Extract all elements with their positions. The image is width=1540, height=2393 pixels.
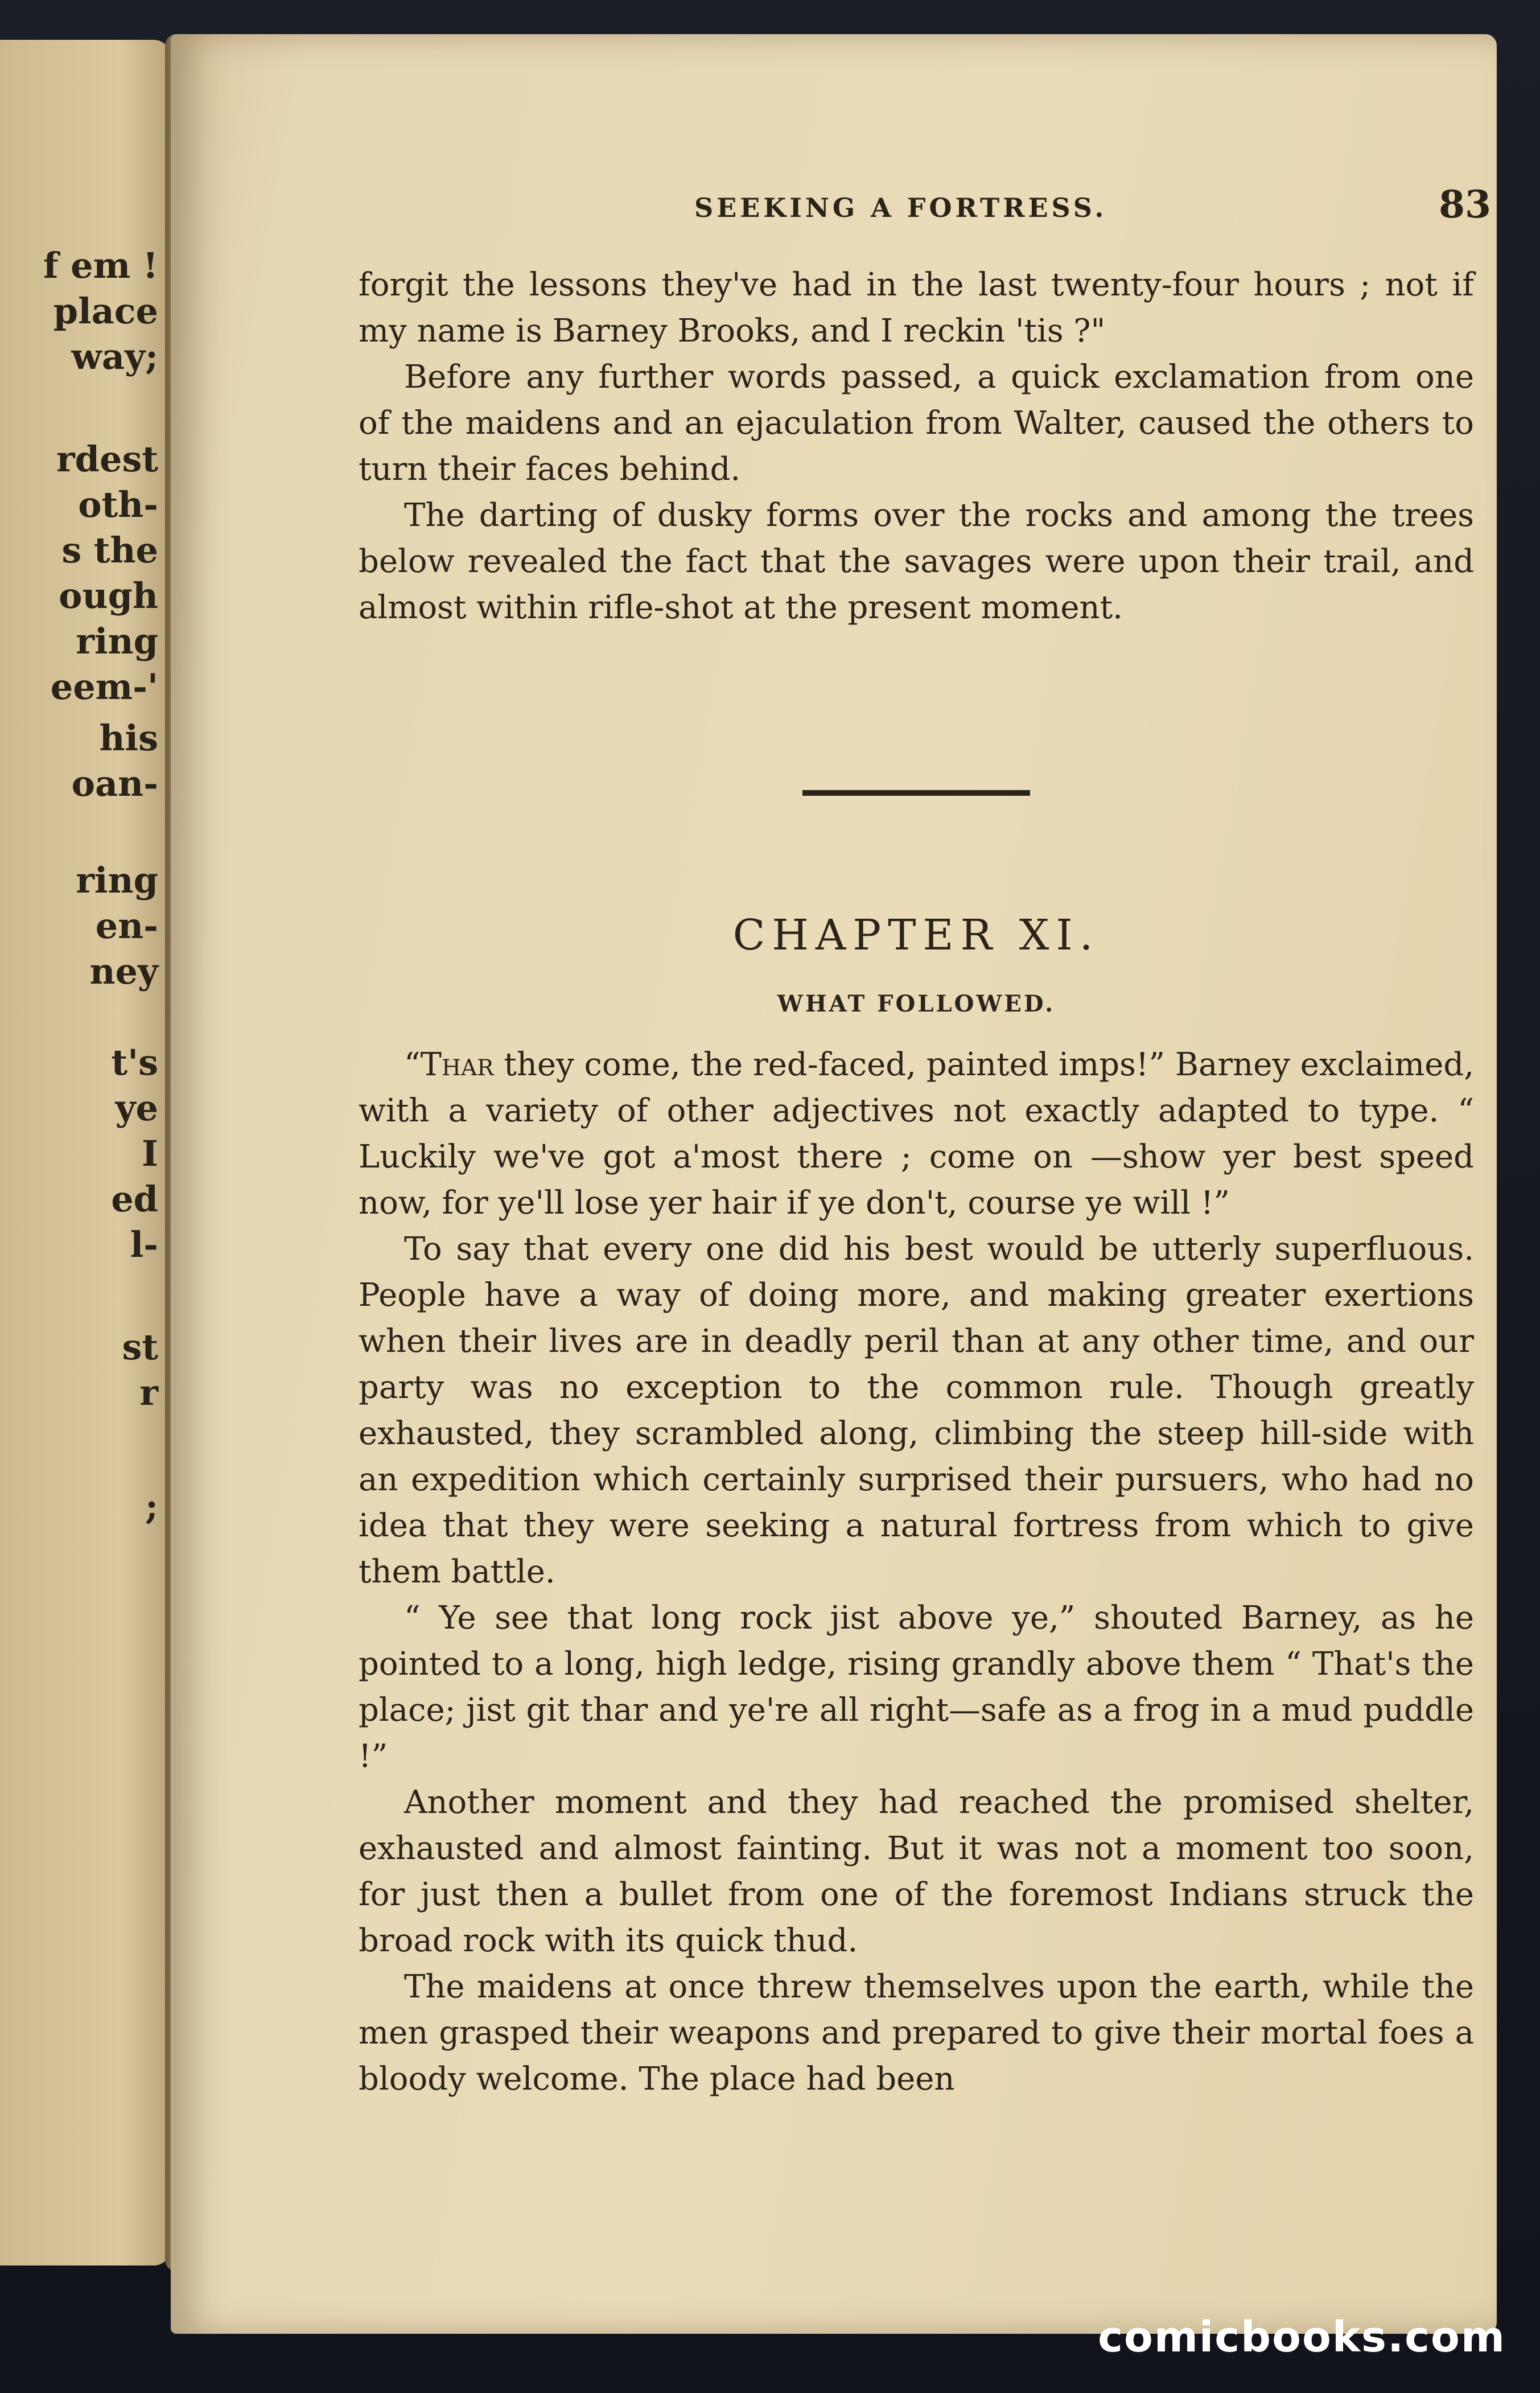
- facing-page-line: his: [99, 717, 158, 759]
- book-page: [171, 34, 1497, 2334]
- paragraph-text: they come, the red-faced, painted imps!” Barney exclaimed, with a variety of other adjectives not exactly adapted to type. “ Luckily we've got a'most there ; come on —show yer best speed now, for ye'll lose yer hair if ye don't, course ye will !”: [359, 1046, 1474, 1222]
- site-watermark: comicbooks.com: [1098, 2313, 1506, 2362]
- paragraph: The darting of dusky forms over the rocks and among the trees below revealed the fact that the savages were upon their trail, and almost within rifle-shot at the present moment.: [359, 497, 1474, 626]
- chapter-text-block: [359, 1042, 1474, 2102]
- facing-page-line: ring: [76, 620, 158, 662]
- facing-page-line: ring: [76, 860, 158, 901]
- facing-page-line: I: [141, 1133, 158, 1174]
- top-text-block: [359, 262, 1474, 631]
- paragraph: [359, 1042, 1474, 1226]
- section-divider: [802, 790, 1030, 796]
- opening-word: “Thar: [404, 1046, 494, 1083]
- chapter-title: CHAPTER XI.: [732, 911, 1100, 960]
- paragraph: The maidens at once threw themselves upon the earth, while the men grasped their weapons and prepared to give their mortal foes a bloody welcome. The place had been: [359, 1968, 1474, 2098]
- facing-page-line: s the: [61, 529, 158, 571]
- facing-page-line: st: [122, 1326, 158, 1368]
- facing-page-line: ed: [111, 1178, 158, 1220]
- facing-page-line: eem-': [50, 666, 158, 708]
- facing-page-line: ough: [59, 575, 158, 616]
- facing-page-line: r: [139, 1372, 158, 1413]
- page-header: [541, 176, 1525, 233]
- facing-page-line: oan-: [71, 763, 158, 804]
- facing-page-line: oth-: [78, 484, 158, 525]
- paragraph: To say that every one did his best would be utterly superfluous. People have a way of doing more, and making greater exertions when their lives are in deadly peril than at any other time, and our party was no exception to the common rule. Though greatly exhausted, they scrambled along, climbing the steep hill-side with an expedition which certainly surprised their pursuers, who had no idea that they were seeking a natural fortress from which to give them battle.: [359, 1231, 1474, 1590]
- facing-page-line: ;: [145, 1486, 158, 1527]
- facing-page-line: f em !: [43, 245, 158, 286]
- paragraph: forgit the lessons they've had in the last twenty-four hours ; not if my name is Barney Brooks, and I reckin 'tis ?": [359, 266, 1474, 350]
- page-number: 83: [1439, 182, 1491, 227]
- paragraph: Another moment and they had reached the promised shelter, exhausted and almost fainting. But it was not a moment too soon, for just then a bullet from one of the foremost Indians struck the broad rock with its quick thud.: [359, 1784, 1474, 1959]
- chapter-subtitle: WHAT FOLLOWED.: [777, 990, 1056, 1017]
- facing-page-line: ye: [115, 1087, 158, 1129]
- facing-page-line: l-: [130, 1224, 158, 1265]
- facing-page-line: place: [53, 290, 158, 332]
- facing-page-line: en-: [95, 905, 158, 947]
- facing-page-line: way;: [71, 336, 158, 377]
- facing-page-line: t's: [111, 1042, 158, 1083]
- facing-page-line: rdest: [56, 438, 158, 480]
- paragraph: Before any further words passed, a quick exclamation from one of the maidens and an ejaculation from Walter, caused the others to turn their faces behind.: [359, 359, 1474, 488]
- running-head: SEEKING A FORTRESS.: [694, 192, 1107, 223]
- facing-page-edge: [0, 40, 171, 2265]
- facing-page-line: ney: [89, 951, 158, 992]
- paragraph: “ Ye see that long rock jist above ye,” shouted Barney, as he pointed to a long, high ledge, rising grandly above them “ That's the place; jist git thar and ye're all right—safe as a frog in a mud puddle !”: [359, 1600, 1474, 1775]
